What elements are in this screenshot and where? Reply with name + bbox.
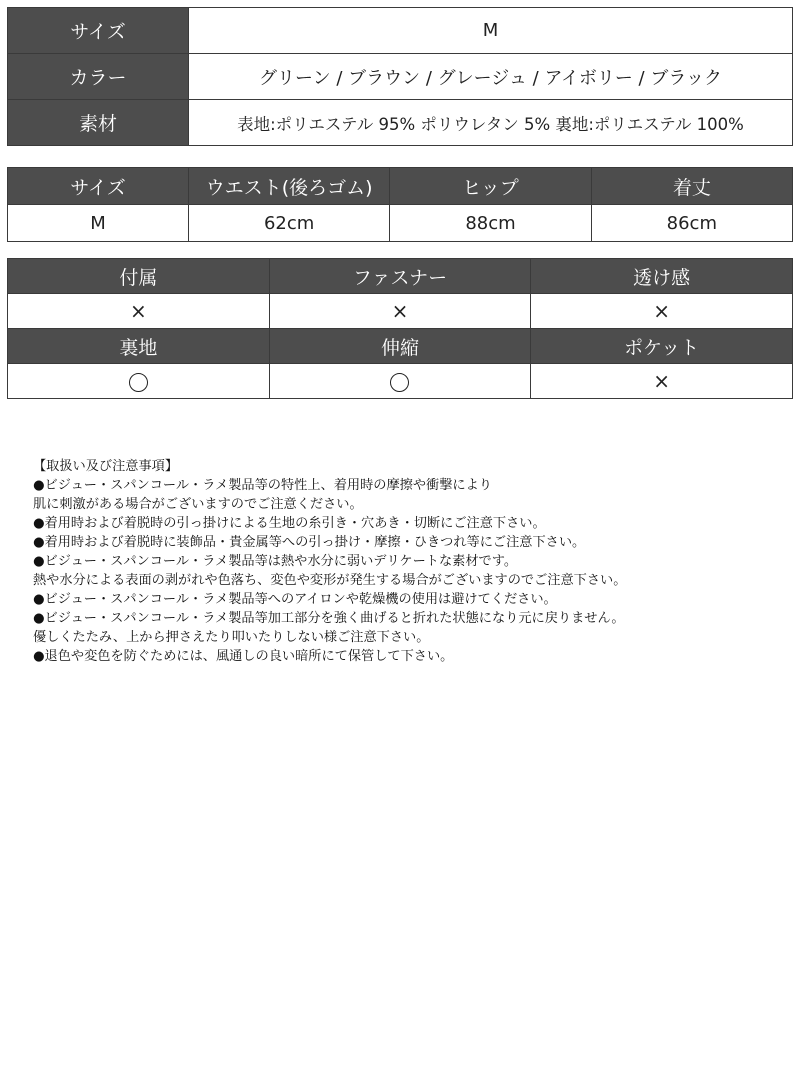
feature-stretch-mark bbox=[269, 364, 531, 399]
spec-row-size bbox=[8, 8, 793, 54]
color-value: グリーン / ブラウン / グレージュ / アイボリー / ブラック bbox=[189, 54, 793, 100]
care-notes-title: 【取扱い及び注意事項】 bbox=[33, 459, 179, 474]
measurement-waist: 62cm bbox=[189, 205, 390, 242]
cross-mark-icon: × bbox=[653, 369, 671, 393]
care-note-line: ●ビジュー・スパンコール・ラメ製品等加工部分を強く曲げると折れた状態になり元に戻りません。 bbox=[33, 611, 625, 626]
cross-mark-icon: × bbox=[391, 299, 409, 323]
material-label: 素材 bbox=[8, 100, 189, 146]
care-notes bbox=[33, 457, 626, 666]
feature-pocket-mark bbox=[531, 364, 793, 399]
size-label: サイズ bbox=[8, 8, 189, 54]
circle-mark-icon bbox=[129, 373, 148, 392]
feature-accessory-mark bbox=[8, 294, 270, 329]
feature-sheerness-mark bbox=[531, 294, 793, 329]
care-note-line: ●着用時および着脱時の引っ掛けによる生地の糸引き・穴あき・切断にご注意下さい。 bbox=[33, 516, 546, 531]
cross-mark-icon: × bbox=[129, 299, 147, 323]
feature-value-row-2 bbox=[8, 364, 793, 399]
feature-header-sheerness: 透け感 bbox=[531, 259, 793, 294]
measurement-header-row bbox=[8, 168, 793, 205]
feature-header-lining: 裏地 bbox=[8, 329, 270, 364]
feature-header-pocket: ポケット bbox=[531, 329, 793, 364]
feature-header-accessory: 付属 bbox=[8, 259, 270, 294]
measurement-header-waist: ウエスト(後ろゴム) bbox=[189, 168, 390, 205]
measurement-header-length: 着丈 bbox=[591, 168, 792, 205]
size-value: M bbox=[189, 8, 793, 54]
feature-value-row-1 bbox=[8, 294, 793, 329]
measurement-table bbox=[7, 167, 793, 242]
feature-header-row-1 bbox=[8, 259, 793, 294]
measurement-length: 86cm bbox=[591, 205, 792, 242]
measurement-hip: 88cm bbox=[390, 205, 591, 242]
feature-table bbox=[7, 258, 793, 399]
spec-row-color bbox=[8, 54, 793, 100]
care-note-line: 優しくたたみ、上から押さえたり叩いたりしない様ご注意下さい。 bbox=[33, 630, 430, 645]
feature-zipper-mark bbox=[269, 294, 531, 329]
feature-header-zipper: ファスナー bbox=[269, 259, 531, 294]
feature-lining-mark bbox=[8, 364, 270, 399]
circle-mark-icon bbox=[390, 373, 409, 392]
measurement-header-size: サイズ bbox=[8, 168, 189, 205]
care-note-line: ●退色や変色を防ぐためには、風通しの良い暗所にて保管して下さい。 bbox=[33, 649, 454, 664]
care-note-line: ●ビジュー・スパンコール・ラメ製品等は熱や水分に弱いデリケートな素材です。 bbox=[33, 554, 518, 569]
feature-header-row-2 bbox=[8, 329, 793, 364]
measurement-header-hip: ヒップ bbox=[390, 168, 591, 205]
care-note-line: ●ビジュー・スパンコール・ラメ製品等の特性上、着用時の摩擦や衝撃により bbox=[33, 478, 492, 493]
care-note-line: 肌に刺激がある場合がございますのでご注意ください。 bbox=[33, 497, 363, 512]
measurement-value-row bbox=[8, 205, 793, 242]
measurement-size: M bbox=[8, 205, 189, 242]
care-note-line: 熱や水分による表面の剥がれや色落ち、変色や変形が発生する場合がございますのでご注意下さい。 bbox=[33, 573, 627, 588]
care-note-line: ●ビジュー・スパンコール・ラメ製品等へのアイロンや乾燥機の使用は避けてください。 bbox=[33, 592, 557, 607]
material-value: 表地:ポリエステル 95% ポリウレタン 5% 裏地:ポリエステル 100% bbox=[189, 100, 793, 146]
color-label: カラー bbox=[8, 54, 189, 100]
care-note-line: ●着用時および着脱時に装飾品・貴金属等への引っ掛け・摩擦・ひきつれ等にご注意下さい。 bbox=[33, 535, 586, 550]
feature-header-stretch: 伸縮 bbox=[269, 329, 531, 364]
cross-mark-icon: × bbox=[653, 299, 671, 323]
spec-row-material bbox=[8, 100, 793, 146]
spec-table bbox=[7, 7, 793, 146]
